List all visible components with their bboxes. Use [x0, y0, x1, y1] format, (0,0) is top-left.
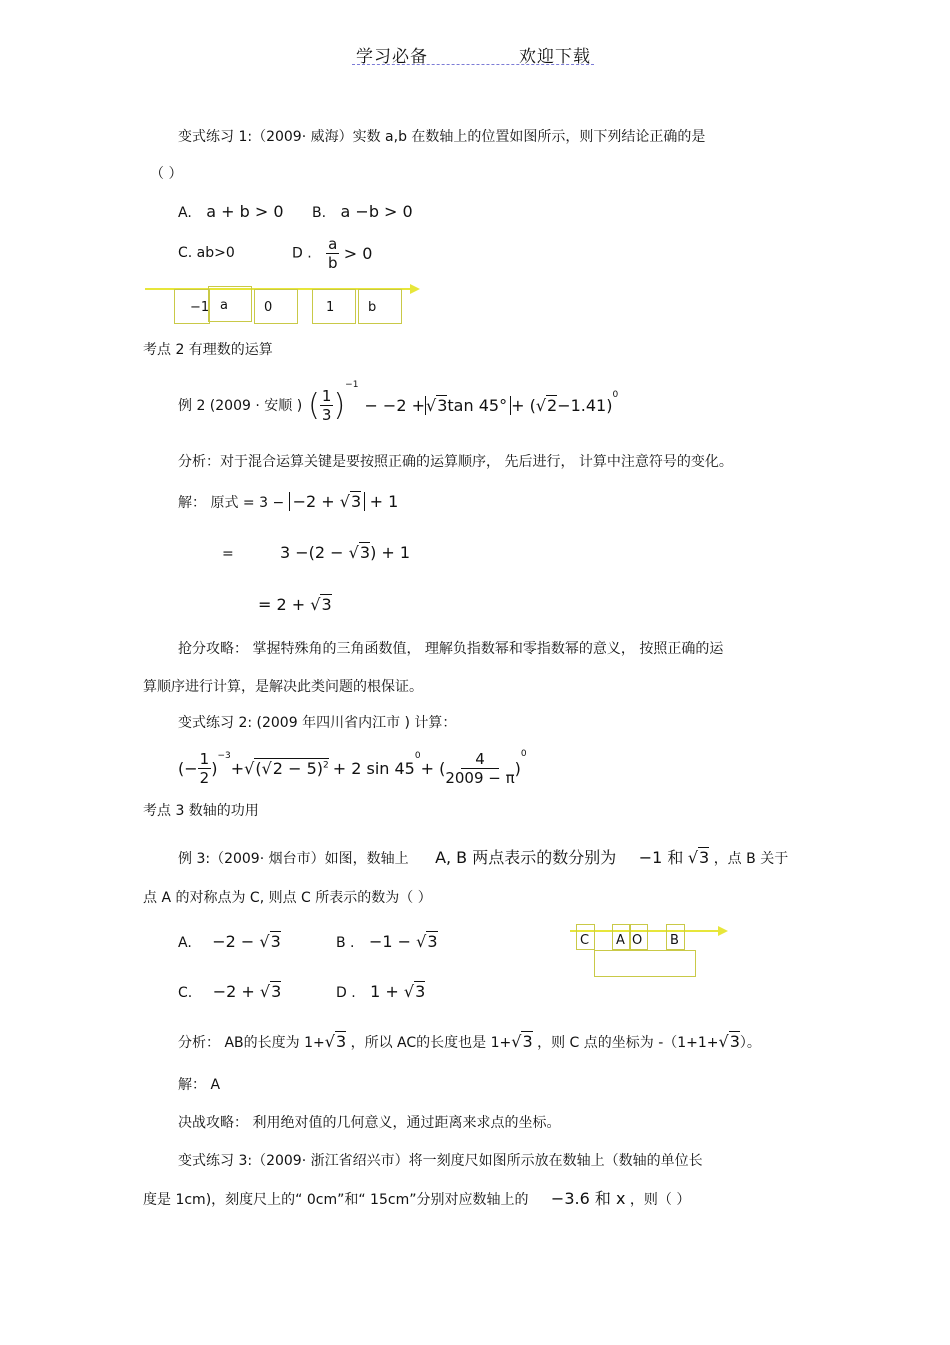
ex3v-line2: 度是 1cm)，刻度尺上的“ 0cm”和“ 15cm”分别对应数轴上的 −3.6 和 x ，则（ ） — [143, 1189, 691, 1208]
ex1-option-d: D . $\frac{a}{b}$ > 0 — [292, 235, 373, 272]
ex3-analysis: 分析： AB的长度为 1+√3 ，所以 AC的长度也是 1+√3 ，则 C 点的坐标为 -（1+1+√3）。 — [178, 1032, 761, 1051]
axis1-label-1: 1 — [326, 300, 335, 315]
ex3-option-a: A. −2 − √3 — [178, 932, 281, 951]
kp2-title: 考点 2 有理数的运算 — [143, 342, 273, 358]
axis2-label-o: O — [632, 933, 643, 948]
ex1-title: 变式练习 1:（2009· 威海）实数 a,b 在数轴上的位置如图所示，则下列结论正确的是 — [178, 129, 706, 145]
ex2-expression: 例 2 (2009 · 安顺 ) ( $\frac{1}{3}$ ) −1 − −2 + √3 tan 45° + ( √2 −1.41) 0 — [178, 380, 619, 424]
tips2-line2: 算顺序进行计算，是解决此类问题的根保证。 — [143, 679, 423, 695]
axis-arrow-icon — [718, 926, 728, 936]
axis1-label-0: 0 — [264, 300, 273, 315]
axis1-label-b: b — [368, 300, 377, 315]
axis2-label-c: C — [580, 933, 590, 948]
axis-arrow-icon — [410, 284, 420, 294]
tips2-line1: 抢分攻略： 掌握特殊角的三角函数值， 理解负指数幂和零指数幂的意义， 按照正确的运 — [178, 641, 724, 657]
ex3-line2: 点 A 的对称点为 C, 则点 C 所表示的数为（ ） — [143, 890, 432, 906]
ex3-line1: 例 3:（2009· 烟台市）如图，数轴上 A, B 两点表示的数分别为 −1 和 √3 ，点 B 关于 — [178, 848, 789, 867]
header-right: 欢迎下载 — [519, 47, 591, 67]
axis1-label-neg1: −1 — [190, 300, 210, 315]
ex1-option-a: A. a + b > 0 — [178, 202, 284, 221]
ex2-solution-line3: = 2 + √3 — [258, 595, 332, 614]
axis1-label-a: a — [220, 298, 228, 313]
ex2-solution-line2-eq: = — [222, 546, 234, 562]
ex3-option-c: C. −2 + √3 — [178, 982, 282, 1001]
ex3v-line1: 变式练习 3:（2009· 浙江省绍兴市）将一刻度尺如图所示放在数轴上（数轴的单位长 — [178, 1153, 703, 1169]
ex1-paren: （ ） — [150, 166, 183, 182]
kp3-title: 考点 3 数轴的功用 — [143, 803, 259, 819]
ex2v-title: 变式练习 2: (2009 年四川省内江市 ) 计算： — [178, 715, 457, 731]
ex2-solution-line1: 解： 原式 = 3 − −2 + √3 + 1 — [178, 492, 399, 511]
ex2-solution-line2: 3 −(2 − √3) + 1 — [280, 543, 411, 562]
header-left: 学习必备 — [356, 47, 428, 67]
header-divider — [352, 64, 594, 65]
axis2-label-b: B — [670, 933, 679, 948]
axis2-label-a: A — [616, 933, 625, 948]
tips3: 决战攻略： 利用绝对值的几何意义，通过距离来求点的坐标。 — [178, 1115, 561, 1131]
ex1-option-b: B. a −b > 0 — [312, 202, 413, 221]
ex3-option-d: D . 1 + √3 — [336, 982, 426, 1001]
ex1-option-c: C. ab>0 — [178, 245, 235, 261]
ex3-solution: 解： A — [178, 1077, 221, 1093]
ex2-analysis: 分析：对于混合运算关键是要按照正确的运算顺序， 先后进行， 计算中注意符号的变化。 — [178, 454, 733, 470]
ex2v-expression: (− $\frac{1}{2}$ ) −3 + $√(√2 - 5)^2$ + 2 sin 45 0 + ( $\frac{4}{2009 - \pi}$ ) 0 — [178, 749, 527, 787]
ex3-option-b: B . −1 − √3 — [336, 932, 438, 951]
